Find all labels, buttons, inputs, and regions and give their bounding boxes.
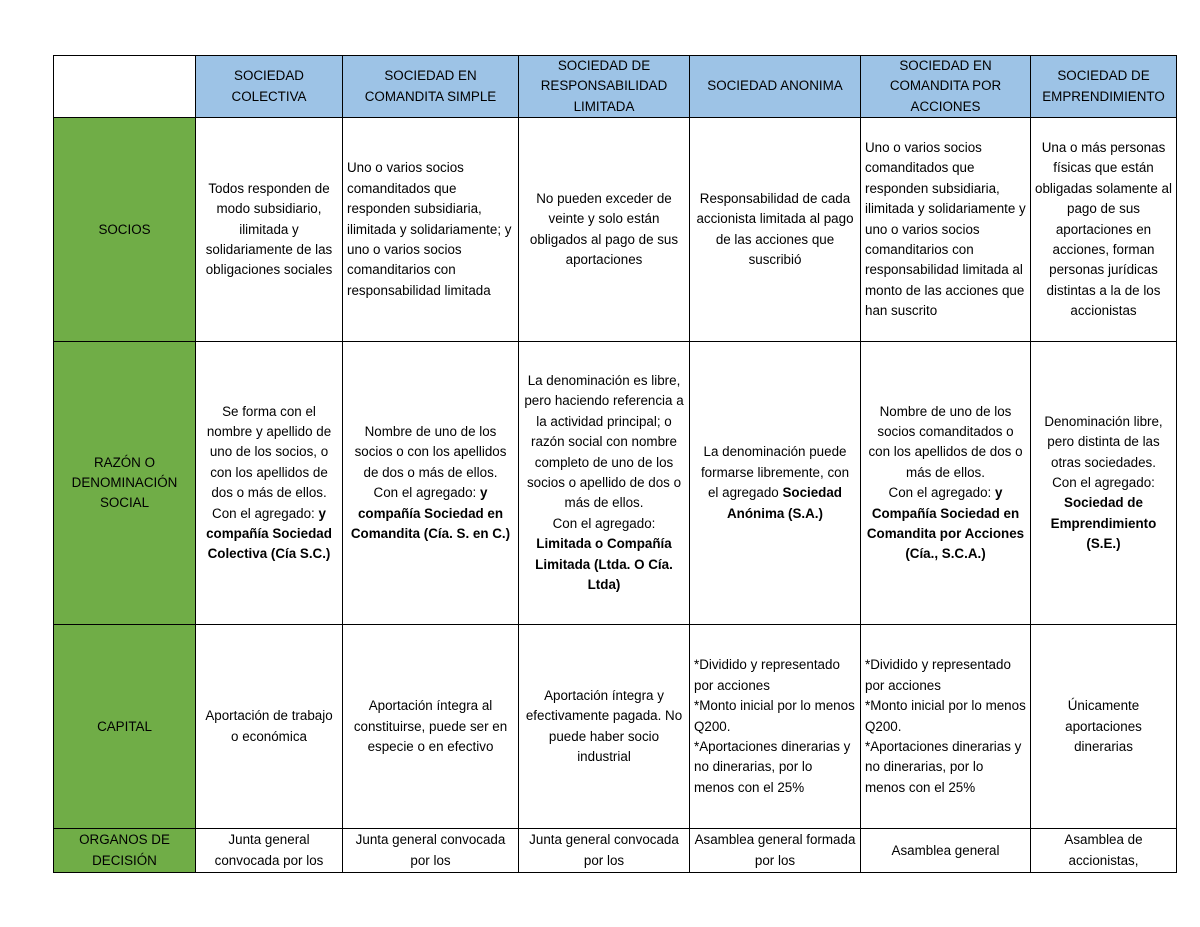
header-comandita-simple: SOCIEDAD EN COMANDITA SIMPLE — [343, 56, 519, 118]
header-row — [54, 56, 1177, 118]
cell-capital-emprendimiento: Únicamente aportaciones dinerarias — [1031, 625, 1177, 829]
row-label-capital: CAPITAL — [54, 625, 196, 829]
razon-comandita-simple-agregado: y compañía Sociedad en Comandita (Cía. S. en C.) — [350, 485, 511, 542]
cell-razon-emprendimiento — [1031, 342, 1177, 625]
razon-comandita-simple-text: Nombre de uno de los socios o con los apellidos de dos o más de ellos. — [354, 424, 507, 480]
razon-srl-agregado: Limitada o Compañía Limitada (Ltda. O Cía. Ltda) — [535, 536, 673, 593]
header-responsabilidad-limitada: SOCIEDAD DE RESPONSABILIDAD LIMITADA — [519, 56, 690, 118]
razon-emprendimiento-agregado: Sociedad de Emprendimiento (S.E.) — [1050, 495, 1157, 552]
header-sociedad-anonima: SOCIEDAD ANONIMA — [690, 56, 861, 118]
cell-organos-emprendimiento: Asamblea de accionistas, — [1031, 829, 1177, 873]
cell-organos-anonima: Asamblea general formada por los — [690, 829, 861, 873]
razon-colectiva-prefix: Con el agregado: — [212, 505, 315, 521]
header-emprendimiento: SOCIEDAD DE EMPRENDIMIENTO — [1031, 56, 1177, 118]
cell-capital-srl: Aportación íntegra y efectivamente pagada. No puede haber socio industrial — [519, 625, 690, 829]
capital-comandita-acciones-bullet: *Aportaciones dinerarias y no dinerarias, por lo menos con el 25% — [865, 738, 1022, 795]
capital-comandita-acciones-bullet: *Monto inicial por lo menos Q200. — [865, 698, 1026, 734]
razon-colectiva-text: Se forma con el nombre y apellido de uno de los socios, o con los apellidos de dos o más de ellos. — [206, 403, 332, 501]
corner-cell — [54, 56, 196, 118]
cell-capital-comandita-acciones — [861, 625, 1031, 829]
razon-comandita-acciones-agregado: y Compañía Sociedad en Comandita por Acciones (Cía., S.C.A.) — [866, 485, 1025, 562]
cell-organos-colectiva: Junta general convocada por los — [196, 829, 343, 873]
cell-socios-comandita-simple: Uno o varios socios comanditados que responden subsidiaria, ilimitada y solidariamente; y uno o varios socios comanditarios con responsabilidad limitada — [343, 118, 519, 342]
cell-socios-emprendimiento: Una o más personas físicas que están obligadas solamente al pago de sus aportaciones en acciones, forman personas jurídicas distintas a la de los accionistas — [1031, 118, 1177, 342]
row-label-organos: ORGANOS DE DECISIÓN — [54, 829, 196, 873]
razon-emprendimiento-prefix: Con el agregado: — [1052, 475, 1155, 491]
row-razon-social — [54, 342, 1177, 625]
row-organos — [54, 829, 1177, 873]
razon-emprendimiento-text: Denominación libre, pero distinta de las otras sociedades. — [1044, 413, 1163, 470]
comparison-table — [53, 55, 1177, 873]
razon-comandita-simple-prefix: Con el agregado: — [373, 485, 477, 501]
cell-razon-anonima — [690, 342, 861, 625]
row-label-socios: SOCIOS — [54, 118, 196, 342]
cell-socios-comandita-acciones: Uno o varios socios comanditados que responden subsidiaria, ilimitada y solidariamente y uno o varios socios comanditarios con responsabilidad limitada al monto de las acciones que han suscrito — [861, 118, 1031, 342]
razon-comandita-acciones-prefix: Con el agregado: — [888, 485, 992, 501]
capital-anonima-bullet: *Monto inicial por lo menos Q200. — [694, 698, 855, 734]
razon-comandita-acciones-text: Nombre de uno de los socios comanditados o con los apellidos de dos o más de ellos. — [868, 403, 1023, 480]
cell-razon-comandita-simple — [343, 342, 519, 625]
cell-organos-comandita-acciones: Asamblea general — [861, 829, 1031, 873]
razon-anonima-text: La denominación puede formarse libremente, con el agregado — [700, 444, 850, 501]
razon-colectiva-agregado: y compañía Sociedad Colectiva (Cía S.C.) — [206, 505, 332, 562]
capital-anonima-bullet: *Dividido y representado por acciones — [694, 657, 840, 693]
cell-razon-srl — [519, 342, 690, 625]
cell-capital-comandita-simple: Aportación íntegra al constituirse, puede ser en especie o en efectivo — [343, 625, 519, 829]
cell-socios-srl: No pueden exceder de veinte y solo están obligados al pago de sus aportaciones — [519, 118, 690, 342]
cell-capital-anonima — [690, 625, 861, 829]
cell-razon-colectiva — [196, 342, 343, 625]
cell-socios-colectiva: Todos responden de modo subsidiario, ilimitada y solidariamente de las obligaciones sociales — [196, 118, 343, 342]
cell-razon-comandita-acciones — [861, 342, 1031, 625]
capital-anonima-bullet: *Aportaciones dinerarias y no dinerarias, por lo menos con el 25% — [694, 738, 851, 795]
header-sociedad-colectiva: SOCIEDAD COLECTIVA — [196, 56, 343, 118]
row-label-razon-social: RAZÓN O DENOMINACIÓN SOCIAL — [54, 342, 196, 625]
razon-srl-text: La denominación es libre, pero haciendo referencia a la actividad principal; o razón social con nombre completo de uno de los socios o apellido de dos o más de ellos. — [524, 372, 684, 511]
cell-organos-srl: Junta general convocada por los — [519, 829, 690, 873]
capital-comandita-acciones-bullet: *Dividido y representado por acciones — [865, 657, 1011, 693]
cell-capital-colectiva: Aportación de trabajo o económica — [196, 625, 343, 829]
row-capital — [54, 625, 1177, 829]
razon-anonima-agregado: Sociedad Anónima (S.A.) — [727, 485, 842, 521]
row-socios — [54, 118, 1177, 342]
cell-socios-anonima: Responsabilidad de cada accionista limitada al pago de las acciones que suscribió — [690, 118, 861, 342]
razon-srl-prefix: Con el agregado: — [552, 515, 656, 531]
cell-organos-comandita-simple: Junta general convocada por los — [343, 829, 519, 873]
header-comandita-acciones: SOCIEDAD EN COMANDITA POR ACCIONES — [861, 56, 1031, 118]
